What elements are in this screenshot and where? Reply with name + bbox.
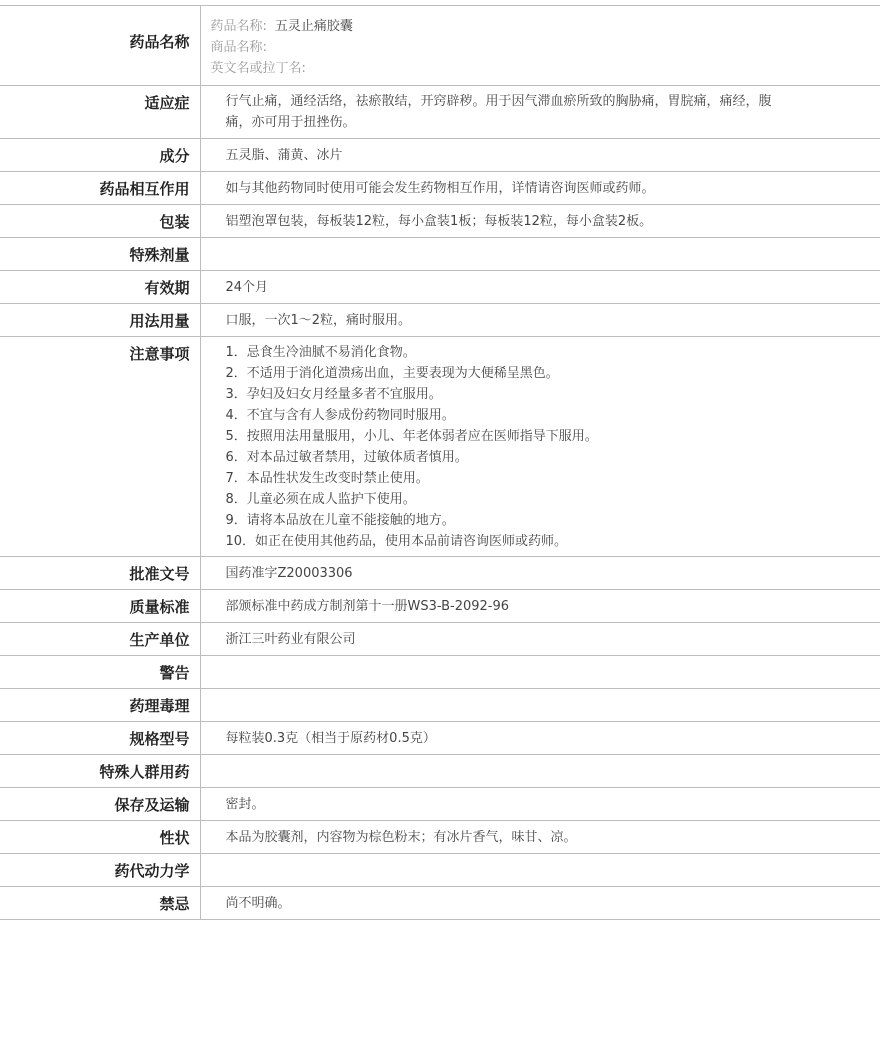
row-approval: [0, 557, 880, 590]
indications-value: 行气止痛，通经活络，祛瘀散结，开窍辟秽。用于因气滞血瘀所致的胸胁痛，胃脘痛，痛经，腹痛，亦可用于扭挫伤。: [200, 86, 880, 139]
row-standard: [0, 590, 880, 623]
properties-value: 本品为胶囊剂，内容物为棕色粉末；有冰片香气，味甘、凉。: [200, 821, 880, 854]
special-population-label: 特殊人群用药: [0, 755, 200, 788]
properties-label: 性状: [0, 821, 200, 854]
special-dosage-label: 特殊剂量: [0, 238, 200, 271]
pharmacology-value: [200, 689, 880, 722]
ingredients-value: 五灵脂、蒲黄、冰片: [200, 139, 880, 172]
row-pharmacokinetics: [0, 854, 880, 887]
special-dosage-value: [200, 238, 880, 271]
generic-name-line: [211, 16, 871, 37]
manufacturer-value: 浙江三叶药业有限公司: [200, 623, 880, 656]
row-drug-names: [0, 6, 880, 86]
row-ingredients: [0, 139, 880, 172]
latin-name-key: 英文名或拉丁名:: [210, 61, 306, 76]
row-special-population: [0, 755, 880, 788]
contraindications-label: 禁忌: [0, 887, 200, 920]
row-specification: [0, 722, 880, 755]
row-storage: [0, 788, 880, 821]
warning-label: 警告: [0, 656, 200, 689]
ingredients-label: 成分: [0, 139, 200, 172]
row-validity: [0, 271, 880, 304]
usage-label: 用法用量: [0, 304, 200, 337]
precaution-item: 6．对本品过敏者禁用，过敏体质者慎用。: [225, 450, 468, 465]
interactions-value: 如与其他药物同时使用可能会发生药物相互作用，详情请咨询医师或药师。: [200, 172, 880, 205]
storage-value: 密封。: [200, 788, 880, 821]
drug-names-label: 药品名称: [0, 6, 200, 86]
contraindications-value: 尚不明确。: [200, 887, 880, 920]
precautions-list: [226, 342, 791, 552]
precaution-item: 1．忌食生冷油腻不易消化食物。: [225, 345, 416, 360]
pharmacokinetics-label: 药代动力学: [0, 854, 200, 887]
generic-name-key: 药品名称:: [210, 19, 267, 34]
manufacturer-label: 生产单位: [0, 623, 200, 656]
special-population-value: [200, 755, 880, 788]
approval-label: 批准文号: [0, 557, 200, 590]
row-special-dosage: [0, 238, 880, 271]
standard-label: 质量标准: [0, 590, 200, 623]
row-manufacturer: [0, 623, 880, 656]
usage-value: 口服，一次1～2粒，痛时服用。: [200, 304, 880, 337]
precaution-item: 5．按照用法用量服用，小儿、年老体弱者应在医师指导下服用。: [225, 429, 598, 444]
row-package: [0, 205, 880, 238]
precaution-item: 10．如正在使用其他药品，使用本品前请咨询医师或药师。: [225, 534, 568, 549]
validity-label: 有效期: [0, 271, 200, 304]
row-warning: [0, 656, 880, 689]
drug-names-value: [200, 6, 880, 86]
approval-value: 国药准字Z20003306: [200, 557, 880, 590]
precaution-item: 9．请将本品放在儿童不能接触的地方。: [225, 513, 455, 528]
validity-value: 24个月: [200, 271, 880, 304]
pharmacology-label: 药理毒理: [0, 689, 200, 722]
warning-value: [200, 656, 880, 689]
trade-name-key: 商品名称:: [210, 40, 267, 55]
specification-value: 每粒装0.3克（相当于原药材0.5克）: [200, 722, 880, 755]
package-value: 铝塑泡罩包装，每板装12粒，每小盒装1板；每板装12粒，每小盒装2板。: [200, 205, 880, 238]
storage-label: 保存及运输: [0, 788, 200, 821]
standard-value: 部颁标准中药成方制剂第十一册WS3-B-2092-96: [200, 590, 880, 623]
precautions-value: [200, 337, 880, 557]
interactions-label: 药品相互作用: [0, 172, 200, 205]
drug-spec-table: [0, 5, 880, 920]
row-interactions: [0, 172, 880, 205]
specification-label: 规格型号: [0, 722, 200, 755]
package-label: 包装: [0, 205, 200, 238]
row-pharmacology: [0, 689, 880, 722]
row-usage: [0, 304, 880, 337]
pharmacokinetics-value: [200, 854, 880, 887]
precautions-label: 注意事项: [0, 337, 200, 557]
precaution-item: 4．不宜与含有人参成份药物同时服用。: [225, 408, 455, 423]
precaution-item: 7．本品性状发生改变时禁止使用。: [225, 471, 429, 486]
row-properties: [0, 821, 880, 854]
row-contraindications: [0, 887, 880, 920]
latin-name-line: [211, 58, 871, 79]
precaution-item: 8．儿童必须在成人监护下使用。: [225, 492, 416, 507]
trade-name-line: [211, 37, 871, 58]
row-indications: [0, 86, 880, 139]
indications-label: 适应症: [0, 86, 200, 139]
precaution-item: 3．孕妇及妇女月经量多者不宜服用。: [225, 387, 442, 402]
row-precautions: [0, 337, 880, 557]
precaution-item: 2．不适用于消化道溃疡出血，主要表现为大便稀呈黑色。: [225, 366, 559, 381]
generic-name-value: 五灵止痛胶囊: [274, 19, 353, 34]
